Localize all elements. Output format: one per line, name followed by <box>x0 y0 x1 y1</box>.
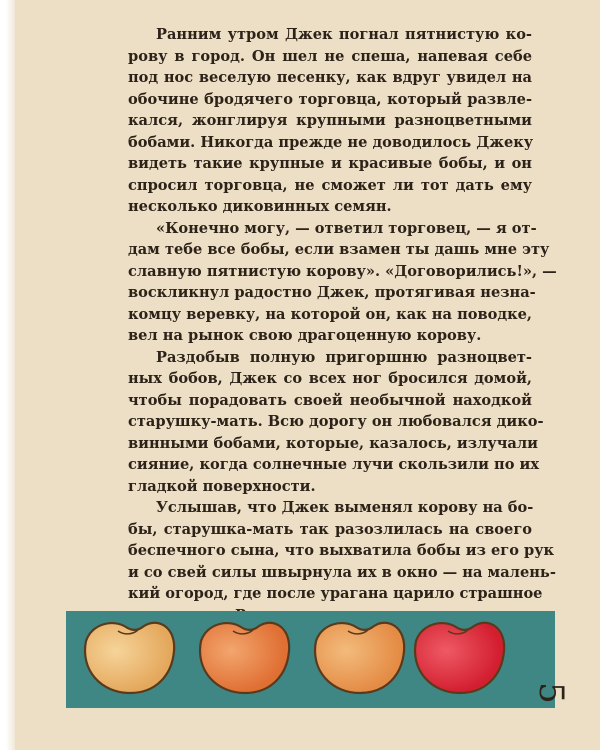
bean-illustration-svg <box>66 611 555 708</box>
text-line: обочине бродячего торговца, который развле- <box>128 90 532 108</box>
text-line: «Конечно могу, — ответил торговец, — я от- <box>156 219 537 237</box>
text-line: вел на рынок свою драгоценную корову. <box>128 327 482 344</box>
paragraph-2 <box>128 218 557 347</box>
text-line: видеть такие крупные и красивые бобы, и он <box>128 155 532 172</box>
text-line: сияние, когда солнечные лучи скользили по их <box>128 456 540 473</box>
text-line: кий огород, где после урагана царило страшное <box>128 585 543 602</box>
story-text <box>128 24 557 626</box>
text-line: славную пятнистую корову». «Договорились!», — <box>128 262 557 280</box>
text-line: под нос веселую песенку, как вдруг увидел на <box>128 69 532 86</box>
page-number-glyph <box>519 663 571 723</box>
text-line: дам тебе все бобы, если взамен ты дашь мне эту <box>128 241 550 258</box>
text-line: несколько диковинных семян. <box>128 198 392 215</box>
text-line: Раздобыв полную пригоршню разноцвет- <box>156 348 532 366</box>
text-line: бобами. Никогда прежде не доводилось Джеку <box>128 133 534 151</box>
page-number <box>519 663 571 723</box>
text-line: Услышав, что Джек выменял корову на бо- <box>156 499 534 516</box>
paragraph-4 <box>128 497 556 626</box>
light-orange-bean <box>315 623 404 693</box>
text-line: гладкой поверхности. <box>128 477 316 495</box>
text-line: и со свей силы швырнула их в окно — на малень- <box>128 563 556 581</box>
paragraph-3 <box>128 347 544 498</box>
paragraph-1 <box>128 24 532 218</box>
page-edge <box>6 0 15 750</box>
text-line: комцу веревку, на которой он, как на поводке, <box>128 305 532 323</box>
page-number-text: 5 <box>531 682 571 704</box>
bean-illustration <box>66 611 555 708</box>
text-line: рову в город. Он шел не спеша, напевая себе <box>128 47 532 65</box>
text-line: воскликнул радостно Джек, протягивая незна- <box>128 284 536 301</box>
text-line: бы, старушка-мать так разозлилась на своего <box>128 520 532 538</box>
text-line: кался, жонглируя крупными разноцветными <box>128 112 532 129</box>
yellow-bean <box>85 623 174 693</box>
text-line: беспечного сына, что выхватила бобы из его рук <box>128 542 555 559</box>
text-line: спросил торговца, не сможет ли тот дать ему <box>128 176 532 194</box>
red-bean <box>415 623 504 693</box>
text-line: ных бобов, Джек со всех ног бросился домой, <box>128 370 532 387</box>
text-line: старушку-мать. Всю дорогу он любовался дико- <box>128 413 544 430</box>
orange-bean <box>200 623 289 693</box>
text-line: Ранним утром Джек погнал пятнистую ко- <box>156 26 532 43</box>
text-line: винными бобами, которые, казалось, излучали <box>128 434 538 452</box>
text-line: чтобы порадовать своей необычной находкой <box>128 391 532 409</box>
